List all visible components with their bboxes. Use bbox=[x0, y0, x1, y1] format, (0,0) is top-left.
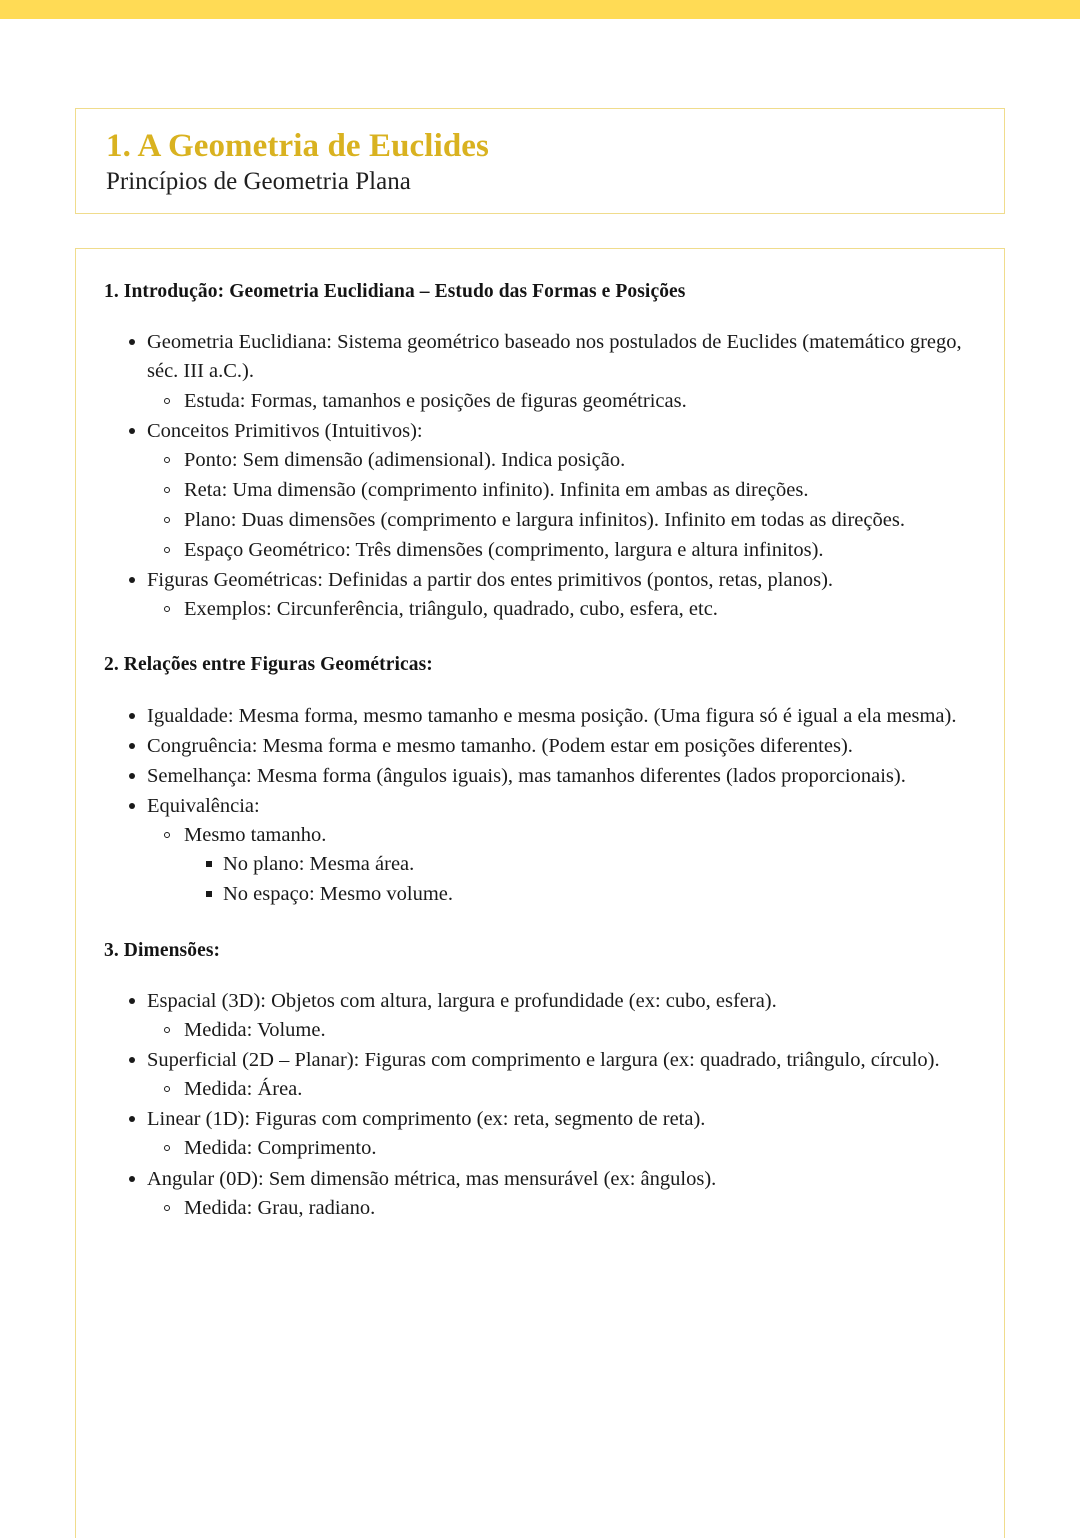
list-item bbox=[104, 1046, 976, 1104]
bullet-disc-icon bbox=[129, 773, 135, 779]
list-item bbox=[184, 850, 976, 879]
document-section bbox=[104, 279, 976, 624]
document-section bbox=[104, 652, 976, 909]
outline-list-level-2 bbox=[147, 595, 976, 624]
outline-list-level-1 bbox=[104, 987, 976, 1223]
list-item-text: Reta: Uma dimensão (comprimento infinito). Infinita em ambas as direções. bbox=[184, 478, 809, 501]
list-item-text: Plano: Duas dimensões (comprimento e largura infinitos). Infinito em todas as direções. bbox=[184, 509, 905, 531]
page-subtitle: Princípios de Geometria Plana bbox=[106, 167, 411, 195]
list-item-text: Angular (0D): Sem dimensão métrica, mas mensurável (ex: ângulos). bbox=[147, 1167, 717, 1190]
list-item bbox=[147, 1075, 976, 1104]
list-item bbox=[104, 792, 976, 909]
list-item-text: Geometria Euclidiana: Sistema geométrico baseado nos postulados de Euclides (matemático grego, séc. III a.C.). bbox=[147, 331, 962, 383]
section-heading: 2. Relações entre Figuras Geométricas: bbox=[104, 654, 433, 676]
list-item bbox=[184, 880, 976, 909]
bullet-circle-icon bbox=[164, 606, 170, 612]
bullet-disc-icon bbox=[129, 803, 135, 809]
list-item-text: Figuras Geométricas: Definidas a partir dos entes primitivos (pontos, retas, planos). bbox=[147, 569, 834, 592]
list-item bbox=[147, 1016, 976, 1045]
list-item-text: Conceitos Primitivos (Intuitivos): bbox=[147, 419, 423, 442]
document-header-box bbox=[75, 108, 1005, 214]
list-item bbox=[147, 536, 976, 565]
list-item-text: No plano: Mesma área. bbox=[223, 853, 415, 876]
bullet-disc-icon bbox=[129, 1057, 135, 1063]
bullet-circle-icon bbox=[164, 398, 170, 404]
list-item bbox=[104, 732, 976, 761]
page-title: 1. A Geometria de Euclides bbox=[106, 128, 489, 164]
bullet-circle-icon bbox=[164, 547, 170, 553]
outline-list-level-1 bbox=[104, 328, 976, 624]
bullet-circle-icon bbox=[164, 517, 170, 523]
list-item-text: Ponto: Sem dimensão (adimensional). Indica posição. bbox=[184, 448, 626, 471]
list-item-text: Igualdade: Mesma forma, mesmo tamanho e mesma posição. (Uma figura só é igual a ela mesma). bbox=[147, 704, 957, 727]
bullet-disc-icon bbox=[129, 1116, 135, 1122]
list-item-text: Estuda: Formas, tamanhos e posições de figuras geométricas. bbox=[184, 389, 687, 412]
bullet-disc-icon bbox=[129, 713, 135, 719]
list-item bbox=[104, 1165, 976, 1223]
list-item-text: Espacial (3D): Objetos com altura, largura e profundidade (ex: cubo, esfera). bbox=[147, 989, 777, 1012]
outline-list-level-2 bbox=[147, 446, 976, 565]
list-item-text: Congruência: Mesma forma e mesmo tamanho. (Podem estar em posições diferentes). bbox=[147, 734, 853, 757]
outline-list-level-2 bbox=[147, 1075, 976, 1104]
bullet-disc-icon bbox=[129, 998, 135, 1004]
list-item bbox=[147, 506, 976, 535]
list-item-text: Medida: Grau, radiano. bbox=[184, 1196, 376, 1219]
bullet-disc-icon bbox=[129, 428, 135, 434]
list-item-text: Linear (1D): Figuras com comprimento (ex: reta, segmento de reta). bbox=[147, 1108, 706, 1131]
bullet-circle-icon bbox=[164, 457, 170, 463]
list-item bbox=[104, 762, 976, 791]
list-item bbox=[104, 328, 976, 415]
list-item bbox=[104, 566, 976, 624]
list-item-text: No espaço: Mesmo volume. bbox=[223, 883, 454, 906]
list-item bbox=[147, 387, 976, 416]
bullet-circle-icon bbox=[164, 487, 170, 493]
list-item bbox=[104, 1105, 976, 1163]
outline-list-level-2 bbox=[147, 1134, 976, 1163]
list-item bbox=[147, 595, 976, 624]
document-content-box bbox=[75, 248, 1005, 1538]
outline-list-level-2 bbox=[147, 1194, 976, 1223]
outline-list-level-1 bbox=[104, 702, 976, 910]
list-item-text: Exemplos: Circunferência, triângulo, quadrado, cubo, esfera, etc. bbox=[184, 598, 718, 621]
list-item-text: Superficial (2D – Planar): Figuras com comprimento e largura (ex: quadrado, triângulo, círculo). bbox=[147, 1049, 940, 1072]
list-item bbox=[147, 1194, 976, 1223]
list-item bbox=[104, 702, 976, 731]
list-item-text: Equivalência: bbox=[147, 795, 260, 818]
bullet-disc-icon bbox=[129, 339, 135, 345]
bullet-circle-icon bbox=[164, 1027, 170, 1033]
list-item bbox=[147, 446, 976, 475]
bullet-square-icon bbox=[206, 861, 212, 867]
list-item bbox=[104, 987, 976, 1045]
outline-list-level-2 bbox=[147, 387, 976, 416]
list-item-text: Mesmo tamanho. bbox=[184, 824, 327, 847]
outline-list-level-2 bbox=[147, 821, 976, 909]
page bbox=[0, 19, 1080, 1538]
list-item bbox=[147, 1134, 976, 1163]
bullet-circle-icon bbox=[164, 1086, 170, 1092]
section-heading: 3. Dimensões: bbox=[104, 939, 221, 961]
list-item-text: Medida: Volume. bbox=[184, 1019, 326, 1041]
list-item-text: Medida: Comprimento. bbox=[184, 1137, 377, 1160]
sections-container bbox=[104, 279, 976, 1223]
list-item-text: Espaço Geométrico: Três dimensões (comprimento, largura e altura infinitos). bbox=[184, 539, 824, 562]
list-item bbox=[147, 476, 976, 505]
bullet-square-icon bbox=[206, 891, 212, 897]
top-accent-bar bbox=[0, 0, 1080, 19]
list-item bbox=[104, 417, 976, 566]
outline-list-level-2 bbox=[147, 1016, 976, 1045]
outline-list-level-3 bbox=[184, 850, 976, 909]
list-item bbox=[147, 821, 976, 909]
bullet-disc-icon bbox=[129, 1176, 135, 1182]
bullet-disc-icon bbox=[129, 577, 135, 583]
bullet-disc-icon bbox=[129, 743, 135, 749]
bullet-circle-icon bbox=[164, 1205, 170, 1211]
bullet-circle-icon bbox=[164, 832, 170, 838]
section-heading: 1. Introdução: Geometria Euclidiana – Estudo das Formas e Posições bbox=[104, 281, 686, 302]
list-item-text: Medida: Área. bbox=[184, 1078, 303, 1101]
bullet-circle-icon bbox=[164, 1145, 170, 1151]
list-item-text: Semelhança: Mesma forma (ângulos iguais), mas tamanhos diferentes (lados proporcionais). bbox=[147, 765, 906, 787]
document-section bbox=[104, 938, 976, 1223]
